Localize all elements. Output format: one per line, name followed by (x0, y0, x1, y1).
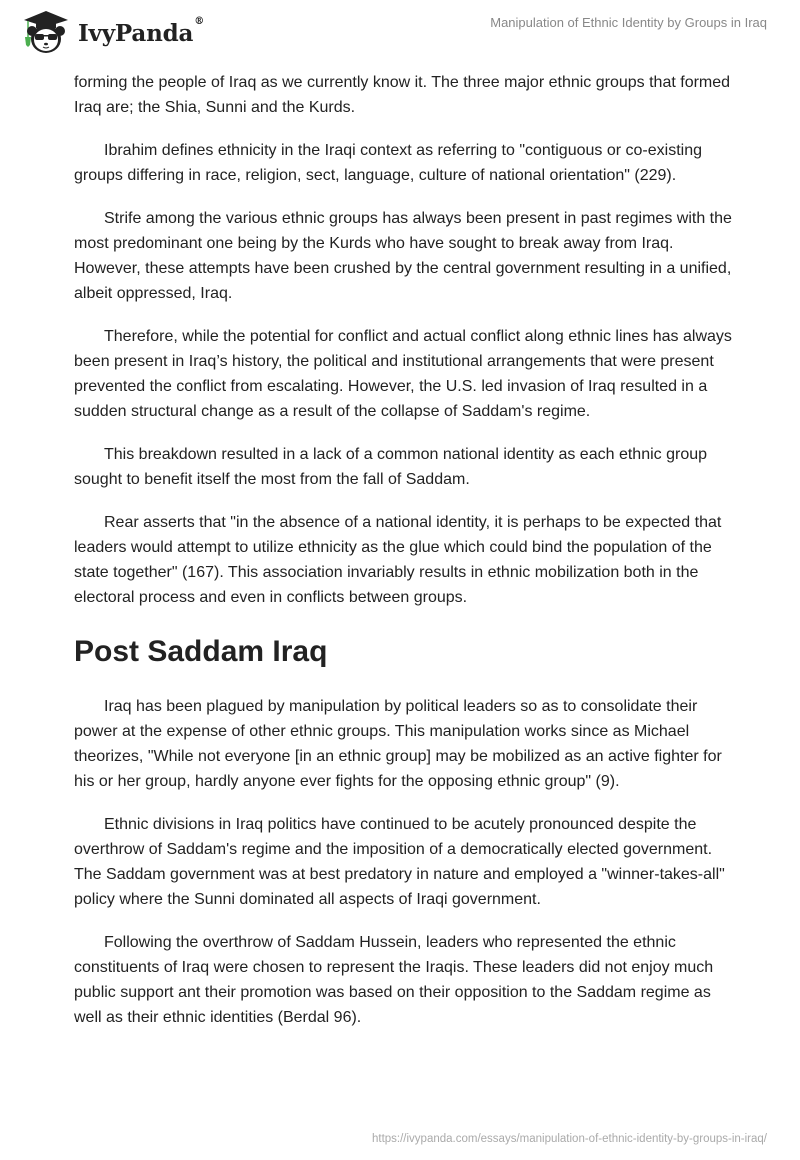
paragraph: Therefore, while the potential for conflict and actual conflict along ethnic lines has always been present in Iraq’s history, the political and institutional arrangements that were present prevented the conflict from escalating. However, the U.S. led invasion of Iraq resulted in a sudden structural change as a result of the collapse of Saddam's regime. (74, 328, 732, 420)
paragraph: Ibrahim defines ethnicity in the Iraqi context as referring to "contiguous or co-existing groups differing in race, religion, sect, language, culture of national orientation" (229). (74, 142, 702, 184)
paragraph: This breakdown resulted in a lack of a common national identity as each ethnic group sought to benefit itself the most from the fall of Saddam. (74, 446, 708, 488)
page-header (0, 0, 800, 60)
registered-mark: ® (194, 15, 204, 27)
document-title: Manipulation of Ethnic Identity by Groups in Iraq (490, 15, 767, 30)
paragraph: Ethnic divisions in Iraq politics have continued to be acutely pronounced despite the overthrow of Saddam's regime and the imposition of a democratically elected government. The Saddam government was at best predatory in nature and employed a "winner-takes-all" policy where the Sunni dominated all aspects of Iraqi government. (74, 816, 725, 908)
logo-text: IvyPanda® (78, 15, 204, 47)
source-url[interactable]: https://ivypanda.com/essays/manipulation-of-ethnic-identity-by-groups-in-iraq/ (371, 1133, 767, 1145)
panda-graduate-icon (16, 7, 76, 55)
paragraph: Iraq has been plagued by manipulation by political leaders so as to consolidate their power at the expense of other ethnic groups. This manipulation works since as Michael theorizes, "While not everyone [in an ethnic group] may be mobilized as an active fighter for his or her group, hardly anyone ever fights for the opposing ethnic group" (9). (74, 698, 722, 790)
essay-content (74, 70, 734, 1048)
paragraph: forming the people of Iraq as we currently know it. The three major ethnic groups that formed Iraq are; the Shia, Sunni and the Kurds. (74, 74, 731, 116)
section-heading: Post Saddam Iraq (74, 635, 328, 668)
paragraph: Rear asserts that "in the absence of a national identity, it is perhaps to be expected that leaders would attempt to utilize ethnicity as the glue which could bind the population of the state together" (167). This association invariably results in ethnic mobilization both in the electoral process and even in conflicts between groups. (74, 514, 722, 606)
paragraph: Following the overthrow of Saddam Hussein, leaders who represented the ethnic constituents of Iraq were chosen to represent the Iraqis. These leaders did not enjoy much public support ant their promotion was based on their opposition to the Saddam regime as well as their ethnic identities (Berdal 96). (74, 934, 714, 1026)
paragraph: Strife among the various ethnic groups has always been present in past regimes with the most predominant one being by the Kurds who have sought to break away from Iraq. However, these attempts have been crushed by the central government resulting in a unified, albeit oppressed, Iraq. (74, 210, 732, 302)
ivypanda-logo[interactable] (16, 7, 204, 55)
